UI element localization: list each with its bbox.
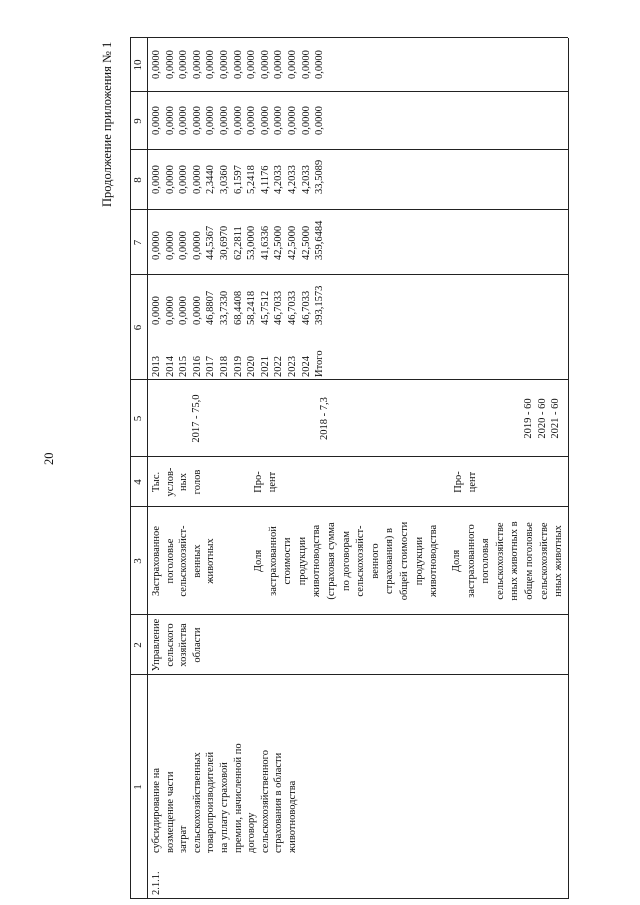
col6-values: 0,0000 0,0000 0,0000 0,0000 46,8807 33,7330 68,4408 58,2418 45,7512 46,7033 46,7033 46,7033 393,1573 bbox=[151, 285, 326, 325]
column-number-9: 9 bbox=[132, 118, 144, 124]
indicator-1: Застрахованное поголовье сельскохозяйст- венных животных bbox=[151, 525, 217, 597]
column-number-2: 2 bbox=[132, 642, 144, 648]
column-number-5: 5 bbox=[132, 415, 144, 422]
page-number: 20 bbox=[42, 452, 56, 465]
col7-values: 0,0000 0,0000 0,0000 0,0000 44,5367 30,6970 62,2811 53,0000 41,6336 42,5000 42,5000 42,5000 359,6484 bbox=[151, 220, 326, 260]
row-code: 2.1.1. bbox=[151, 871, 162, 895]
measure-text: субсидирование на возмещение части затрат сельскохозяйственных товаропроизводителей на уплату страховой премии, начисленной по договору сельскохозяйственного страхования в области животноводства bbox=[151, 743, 298, 853]
col9-values: 0,0000 0,0000 0,0000 0,0000 0,0000 0,0000 0,0000 0,0000 0,0000 0,0000 0,0000 0,0000 0,0000 bbox=[151, 106, 326, 135]
unit-2: Про- цент bbox=[253, 471, 278, 493]
column-number-1: 1 bbox=[132, 784, 144, 790]
indicator-3: Доля застрахованного поголовья сельскохозяйстве нных животных в общем поголовье сельскохозяйстве нных животных bbox=[451, 521, 565, 601]
years-column: 2013 2014 2015 2016 2017 2018 2019 2020 2021 2022 2023 2024 Итого bbox=[151, 350, 326, 377]
col10-values: 0,0000 0,0000 0,0000 0,0000 0,0000 0,0000 0,0000 0,0000 0,0000 0,0000 0,0000 0,0000 0,0000 bbox=[151, 50, 326, 79]
value-2: 2018 - 7,3 bbox=[319, 397, 330, 440]
column-number-3: 3 bbox=[132, 558, 144, 564]
executor-text: Управление сельского хозяйства области bbox=[151, 618, 203, 672]
unit-1: Тыс. услов- ных голов bbox=[151, 467, 203, 497]
col8-values: 0,0000 0,0000 0,0000 0,0000 2,3440 3,0360 6,1597 5,2418 4,1176 4,2033 4,2033 4,2033 33,5089 bbox=[151, 159, 326, 194]
indicator-2: Доля застрахованной стоимости продукции животноводства (страховая сумма по договорам сельскохозяйст- венного страхования) в общей стоимости продукции животноводства bbox=[253, 521, 440, 601]
appendix-continuation: Продолжение приложения № 1 bbox=[100, 41, 114, 207]
value-1: 2017 - 75,0 bbox=[191, 394, 202, 443]
column-number-7: 7 bbox=[132, 239, 144, 246]
column-number-6: 6 bbox=[132, 324, 144, 331]
column-number-4: 4 bbox=[132, 479, 144, 485]
column-number-10: 10 bbox=[132, 59, 144, 71]
column-number-8: 8 bbox=[132, 177, 144, 183]
unit-3: Про- цент bbox=[453, 471, 478, 493]
value-3: 2019 - 60 2020 - 60 2021 - 60 bbox=[523, 398, 562, 439]
